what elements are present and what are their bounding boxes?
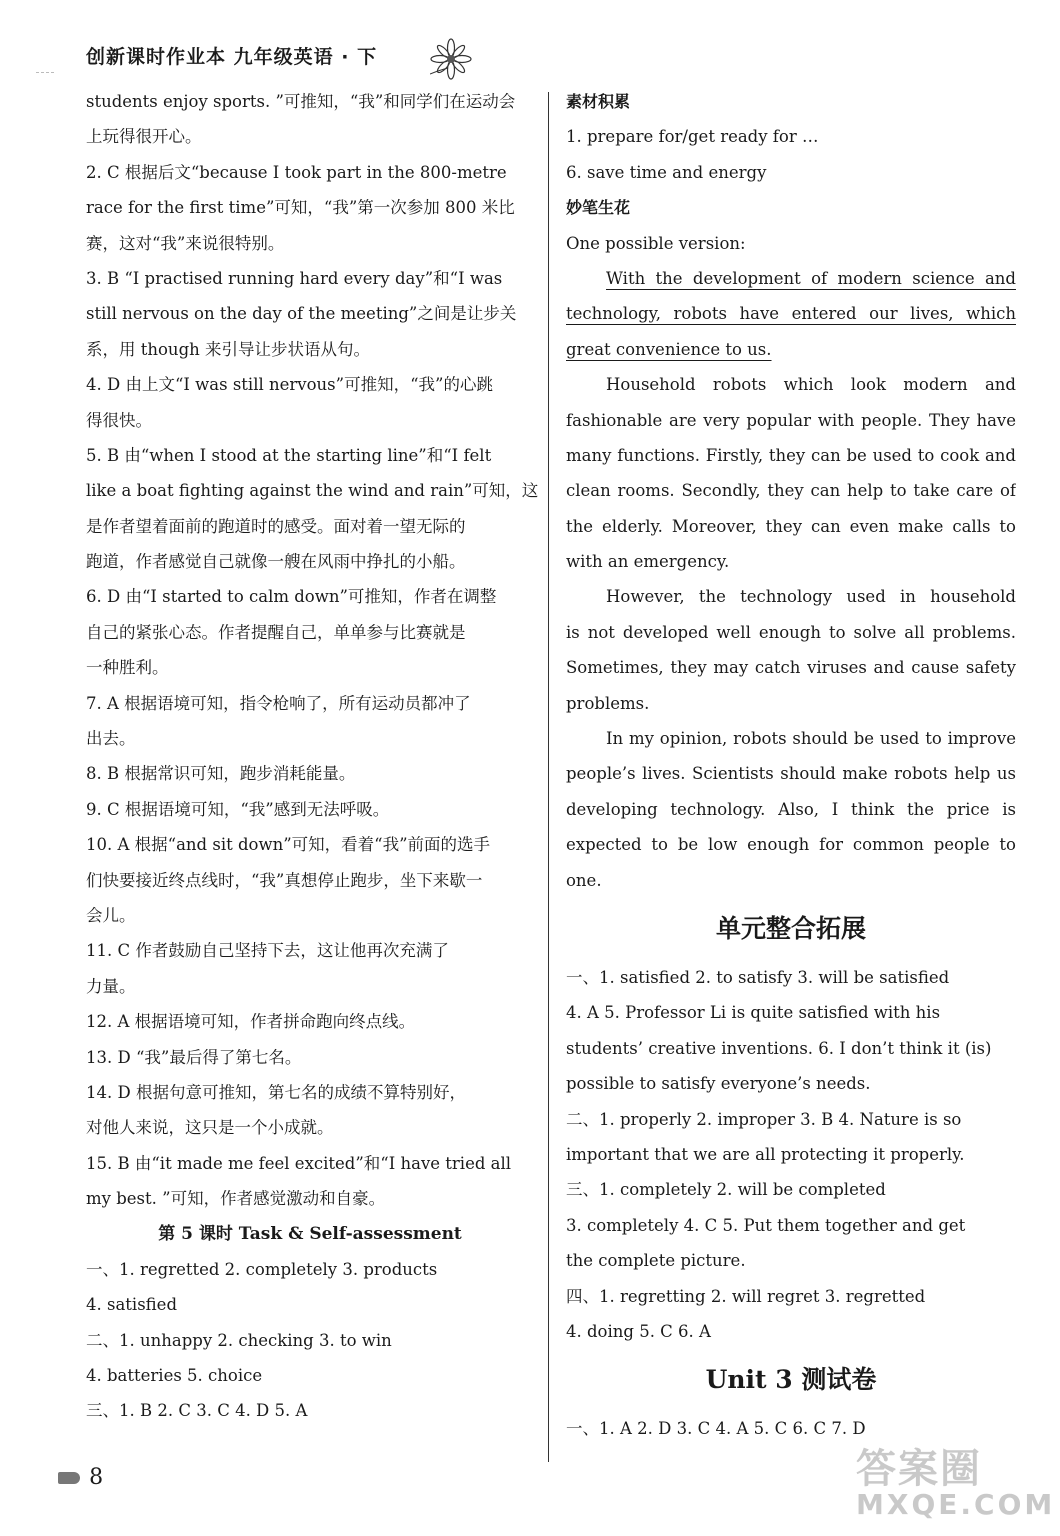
page-marker-icon xyxy=(58,1472,80,1484)
material-line: 1. prepare for/get ready for … xyxy=(566,127,819,147)
answer-line: 对他人来说，这只是一个小成就。 xyxy=(86,1118,334,1138)
watermark xyxy=(856,1448,1055,1519)
writing-body-line: problems. xyxy=(566,693,650,713)
lesson-5-answer-line: 4. satisfied xyxy=(86,1295,177,1315)
answer-line: 10. A 根据“and sit down”可知，看着“我”前面的选手 xyxy=(86,835,491,855)
answer-line: 2. C 根据后文“because I took part in the 800-metre xyxy=(86,162,507,182)
watermark-line-2: MXQE.COM xyxy=(856,1488,1056,1521)
answer-line: 3. B “I practised running hard every day”和“I was xyxy=(86,268,503,288)
writing-body-line: Household robots which look modern and xyxy=(606,375,1016,395)
answer-line: 12. A 根据语境可知，作者拼命跑向终点线。 xyxy=(86,1012,416,1032)
writing-body-line: many functions. Firstly, they can be used to cook and xyxy=(566,445,1016,465)
right-column xyxy=(566,84,1016,1447)
answer-line: 7. A 根据语境可知，指令枪响了，所有运动员都冲了 xyxy=(86,693,471,713)
answer-line: 力量。 xyxy=(86,976,136,996)
lesson-5-answer-line: 一、1. regretted 2. completely 3. products xyxy=(86,1259,438,1279)
material-heading: 素材积累 xyxy=(566,92,631,111)
unit-test-title: Unit 3 测试卷 xyxy=(705,1365,877,1395)
answer-line: 们快要接近终点线时，“我”真想停止跑步，坐下来歇一 xyxy=(86,870,483,890)
lesson-5-answer-line: 二、1. unhappy 2. checking 3. to win xyxy=(86,1330,392,1350)
answer-line: 14. D 根据句意可推知，第七名的成绩不算特别好， xyxy=(86,1082,466,1102)
answer-line: 4. D 由上文“I was still nervous”可推知，“我”的心跳 xyxy=(86,375,493,395)
answer-line: 13. D “我”最后得了第七名。 xyxy=(86,1047,302,1067)
left-column xyxy=(86,84,539,1429)
answer-line: 是作者望着面前的跑道时的感受。面对着一望无际的 xyxy=(86,516,466,536)
answer-line: 系，用 though 来引导让步状语从句。 xyxy=(86,339,370,359)
answer-line: students enjoy sports. ”可推知，“我”和同学们在运动会 xyxy=(86,92,516,111)
writing-intro: One possible version: xyxy=(566,233,746,253)
answer-line: 5. B 由“when I stood at the starting line”和“I felt xyxy=(86,445,492,465)
answer-line: 得很快。 xyxy=(86,410,152,430)
writing-body-line: developing technology. Also, I think the price is xyxy=(566,799,1016,819)
writing-body-line: with an emergency. xyxy=(566,552,730,572)
unit-review-line: the complete picture. xyxy=(566,1251,746,1271)
unit-review-line: 四、1. regretting 2. will regret 3. regretted xyxy=(566,1286,926,1306)
page-number-text: 8 xyxy=(89,1465,104,1490)
answer-line: 会儿。 xyxy=(86,905,136,925)
writing-underlined-line: great convenience to us. xyxy=(566,339,772,359)
answer-line: race for the first time”可知，“我”第一次参加 800 米比 xyxy=(86,198,515,218)
writing-body-line: Sometimes, they may catch viruses and cause safety xyxy=(566,658,1016,678)
lesson-5-title: 第 5 课时 Task & Self-assessment xyxy=(158,1223,462,1244)
answer-line: 6. D 由“I started to calm down”可推知，作者在调整 xyxy=(86,587,497,607)
page-number xyxy=(58,1465,103,1490)
answer-line: like a boat fighting against the wind and rain”可知，这 xyxy=(86,481,539,501)
answer-line: 跑道，作者感觉自己就像一艘在风雨中挣扎的小船。 xyxy=(86,552,466,572)
lesson-5-answer-line: 三、1. B 2. C 3. C 4. D 5. A xyxy=(86,1401,308,1421)
answer-line: my best. ”可知，作者感觉激动和自豪。 xyxy=(86,1189,386,1209)
writing-body-line: expected to be low enough for common people to xyxy=(566,835,1016,855)
writing-body-line: the elderly. Moreover, they can even make calls to xyxy=(566,516,1016,536)
page-header-title: 创新课时作业本 九年级英语 · 下 xyxy=(86,46,378,68)
lesson-5-answer-line: 4. batteries 5. choice xyxy=(86,1366,263,1386)
answer-line: 出去。 xyxy=(86,729,136,749)
unit-review-line: important that we are all protecting it properly. xyxy=(566,1144,965,1164)
unit-review-line: 4. doing 5. C 6. A xyxy=(566,1321,711,1341)
answer-line: 自己的紧张心态。作者提醒自己，单单参与比赛就是 xyxy=(86,622,466,642)
unit-review-line: 3. completely 4. C 5. Put them together and get xyxy=(566,1215,966,1235)
writing-heading: 妙笔生花 xyxy=(566,198,631,218)
answer-line: 15. B 由“it made me feel excited”和“I have tried all xyxy=(86,1153,512,1173)
unit-review-line: 三、1. completely 2. will be completed xyxy=(566,1180,886,1200)
writing-body-line: clean rooms. Secondly, they can help to take care of xyxy=(566,481,1016,501)
column-divider xyxy=(548,92,549,1462)
answer-line: 赛，这对“我”来说很特别。 xyxy=(86,233,285,253)
unit-review-line: possible to satisfy everyone’s needs. xyxy=(566,1074,871,1094)
writing-body-line: one. xyxy=(566,870,602,890)
answer-line: 8. B 根据常识可知，跑步消耗能量。 xyxy=(86,764,356,784)
unit-review-line: students’ creative inventions. 6. I don’t think it (is) xyxy=(566,1038,992,1058)
writing-underlined-line: technology, robots have entered our lives, which xyxy=(566,304,1016,324)
material-line: 6. save time and energy xyxy=(566,162,767,182)
answer-line: still nervous on the day of the meeting”之间是让步关 xyxy=(86,304,517,324)
writing-body-line: fashionable are very popular with people. They have xyxy=(566,410,1016,430)
writing-body-line: In my opinion, robots should be used to improve xyxy=(606,729,1016,749)
header-dash-divider xyxy=(36,72,54,73)
unit-review-title: 单元整合拓展 xyxy=(715,913,866,943)
unit-review-line: 二、1. properly 2. improper 3. B 4. Nature is so xyxy=(566,1109,962,1129)
answer-line: 上玩得很开心。 xyxy=(86,127,202,147)
unit-review-line: 一、1. satisfied 2. to satisfy 3. will be satisfied xyxy=(566,967,950,987)
watermark-line-1: 答案圈 xyxy=(856,1446,982,1492)
unit-review-line: 4. A 5. Professor Li is quite satisfied with his xyxy=(566,1003,941,1023)
writing-body-line: people’s lives. Scientists should make robots help us xyxy=(566,764,1016,784)
writing-body-line: However, the technology used in household xyxy=(606,587,1016,607)
unit-test-line: 一、1. A 2. D 3. C 4. A 5. C 6. C 7. D xyxy=(566,1419,866,1439)
answer-line: 一种胜利。 xyxy=(86,658,169,678)
writing-body-line: is not developed well enough to solve all problems. xyxy=(566,622,1016,642)
flower-icon xyxy=(430,38,472,80)
writing-underlined-line: With the development of modern science and xyxy=(606,268,1016,288)
answer-line: 9. C 根据语境可知，“我”感到无法呼吸。 xyxy=(86,799,390,819)
answer-line: 11. C 作者鼓励自己坚持下去，这让他再次充满了 xyxy=(86,941,449,961)
